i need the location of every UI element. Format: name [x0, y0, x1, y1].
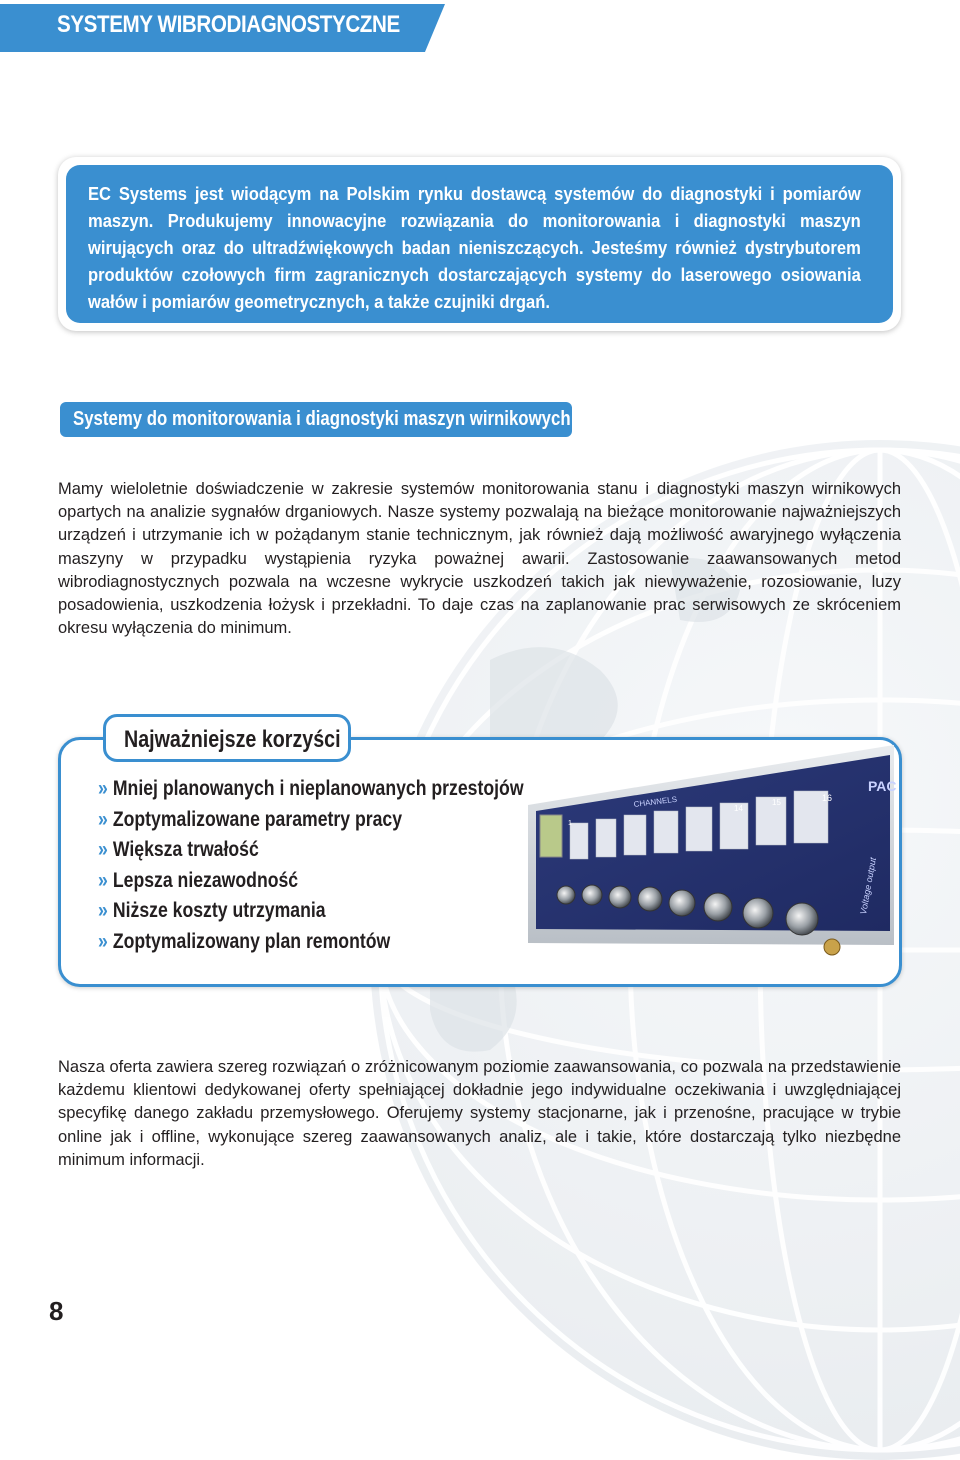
list-item-text: Niższe koszty utrzymania: [112, 899, 326, 923]
channel-card: [654, 811, 678, 853]
list-item-text: Zoptymalizowane parametry pracy: [112, 807, 403, 831]
voltage-output-label: Voltage output: [858, 856, 878, 916]
brand-label: PAC: [868, 778, 897, 794]
bullet-icon: »: [98, 838, 108, 862]
bnc-connector: [557, 886, 575, 904]
channels-label: CHANNELS: [633, 794, 678, 809]
channel-number: 1: [568, 820, 572, 827]
sma-connector: [824, 939, 840, 955]
benefits-title: Najważniejsze korzyści: [124, 726, 341, 753]
channel-card: [596, 819, 616, 857]
page-header-title: SYSTEMY WIBRODIAGNOSTYCZNE: [57, 11, 400, 38]
bullet-icon: »: [98, 899, 108, 923]
list-item: [98, 777, 524, 808]
list-item: [98, 899, 524, 930]
bullet-icon: »: [98, 868, 108, 892]
bnc-connector: [669, 890, 695, 916]
intro-text: EC Systems jest wiodącym na Polskim rynku dostawcą systemów do diagnostyki i pomiarów maszyn. Produkujemy innowacyjne rozwiązania do monitorowania i diagnostyki maszyn wirujących oraz do ultradźwiękowych badan nieniszczących. Jesteśmy również dystrybutorem produktów czołowych firm zagranicznych dostarczających systemy do laserowego osiowania wałów i pomiarów geometrycznych, a także czujniki drgań.: [88, 184, 861, 312]
offer-paragraph: Nasza oferta zawiera szereg rozwiązań o zróżnicowanym poziomie zaawansowania, co pozwala na przedstawienie każdemu klientowi dedykowanej oferty spełniającej dokładnie jego indywidualne oczekiwania i uwzględniającej specyfikę danego zakładu przemysłowego. Oferujemy systemy stacjonarne, jak i przenośne, pracujące w trybie online jak i offline, wykonujące szereg zaawansowanych analiz, ale i takie, które dostarczają tylko niezbędne minimum informacji.: [58, 1058, 901, 1169]
bnc-connector: [743, 898, 773, 928]
channel-number: 14: [734, 804, 743, 813]
bnc-connector: [609, 886, 631, 908]
intro-box-inner: [66, 165, 893, 323]
bullet-icon: »: [98, 929, 108, 953]
section-heading-text: Systemy do monitorowania i diagnostyki maszyn wirnikowych: [73, 408, 571, 430]
bnc-connector: [786, 903, 818, 935]
section-paragraph: Mamy wieloletnie doświadczenie w zakresie systemów monitorowania stanu i diagnostyki maszyn wirnikowych opartych na analizie sygnałów drganiowych. Nasze systemy pozwalają na bieżące monitorowanie najważniejszych urządzeń i utrzymanie ich w pożądanym stanie technicznym, jak również dają możliwość awaryjnego wyłączenia maszyny w przypadku wystąpienia ryzyka poważnej awarii. Zastosowanie zaawansowanych metod wibrodiagnostycznych pozwala na wczesne wykrycie uszkodzeń takich jak niewyważenie, rozosiowanie, luzy posadowienia, uszkodzenia łożysk i przekładni. To daje czas na zaplanowanie prac serwisowych ze skróceniem okresu wyłączenia do minimum.: [58, 480, 901, 638]
list-item: [98, 930, 524, 961]
channel-card: [686, 807, 712, 851]
channel-number: 16: [822, 793, 833, 803]
bnc-connector: [638, 887, 662, 911]
bullet-icon: »: [98, 777, 108, 800]
list-item: [98, 838, 524, 869]
bnc-connector: [704, 893, 732, 921]
bnc-connector: [582, 885, 602, 905]
channel-number: 15: [772, 798, 781, 807]
list-item-text: Zoptymalizowany plan remontów: [112, 929, 391, 953]
channel-card: [624, 815, 646, 855]
display-screen: [540, 815, 562, 857]
channel-card: [570, 823, 588, 859]
bullet-icon: »: [98, 807, 108, 831]
page-number: 8: [49, 1296, 64, 1326]
channel-card: [756, 797, 786, 845]
list-item: [98, 808, 524, 839]
section-heading: [60, 402, 572, 437]
list-item-text: Większa trwałość: [112, 838, 259, 862]
benefits-title-box: [103, 714, 351, 762]
intro-box: [58, 157, 901, 331]
list-item: [98, 869, 524, 900]
list-item-text: Lepsza niezawodność: [112, 868, 299, 892]
device-photo: [522, 745, 900, 977]
list-item-text: Mniej planowanych i nieplanowanych przestojów: [112, 777, 524, 800]
